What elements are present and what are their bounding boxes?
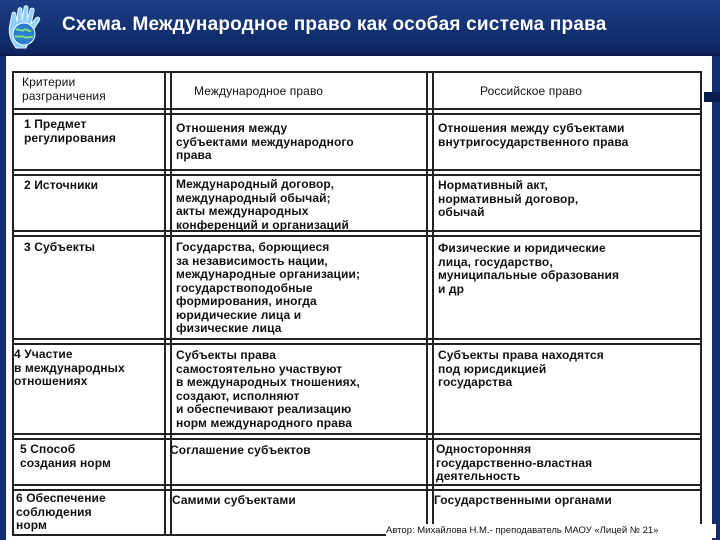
author-footer: Автор: Михайлова Н.М.- преподаватель МАОУ «Лицей № 21» <box>386 524 716 538</box>
table-cell: Отношения между субъектами международного права <box>176 121 354 162</box>
table-rule <box>12 489 702 491</box>
table-rule <box>12 338 702 340</box>
table-rule <box>12 113 702 115</box>
table-rule <box>170 71 172 536</box>
table-rule <box>12 71 14 536</box>
table-rule <box>164 71 166 536</box>
table-cell: Односторонняя государственно-властная деятельность <box>436 442 593 483</box>
table-cell: 5 Способ создания норм <box>20 442 111 470</box>
table-rule <box>12 433 702 435</box>
table-rule <box>12 174 702 176</box>
table-rule <box>700 71 702 536</box>
table-rule <box>12 169 702 171</box>
table-cell: Субъекты права самостоятельно участвуют в международных тношениях, создают, исполняют и обеспечивают реализацию норм международного права <box>176 348 360 430</box>
page-title: Схема. Международное право как особая система права <box>62 14 607 35</box>
table-header-criteria: Критерии разграничения <box>22 75 106 103</box>
table-cell: Отношения между субъектами внутригосударственного права <box>438 121 629 149</box>
table-rule <box>12 71 702 73</box>
slide-header <box>0 0 720 56</box>
table-cell: 6 Обеспечение соблюдения норм <box>16 491 106 532</box>
table-cell: 4 Участие в международных отношениях <box>14 347 125 388</box>
table-rule <box>12 108 702 110</box>
table-cell: Физические и юридические лица, государство, муниципальные образования и др <box>438 241 620 296</box>
table-header-international-law: Международное право <box>194 84 324 98</box>
table-header-russian-law: Российское право <box>480 84 582 98</box>
table-rule <box>432 71 434 536</box>
comparison-table <box>8 66 708 538</box>
table-rule <box>12 438 702 440</box>
frame-border-left <box>0 56 6 540</box>
table-rule <box>12 235 702 237</box>
table-cell: Нормативный акт, нормативный договор, обычай <box>438 178 579 219</box>
table-cell: Соглашение субъектов <box>170 443 311 457</box>
table-rule <box>426 71 428 536</box>
table-cell: Международный договор, международный обычай; акты международных конференций и организаций <box>176 177 349 232</box>
table-cell: 1 Предмет регулирования <box>24 117 116 145</box>
table-cell: 2 Источники <box>24 178 99 192</box>
globe-hand-icon <box>2 2 54 54</box>
table-cell: Самими субъектами <box>172 493 296 507</box>
table-cell: Государства, борющиеся за независимость нации, международные организации; государствоподобные формирования, иногда юридические лица и физические лица <box>176 240 361 335</box>
table-cell: Субъекты права находятся под юрисдикцией государства <box>438 348 604 389</box>
frame-border-right <box>712 56 720 540</box>
table-rule <box>12 484 702 486</box>
table-rule <box>12 343 702 345</box>
table-cell: 3 Субъекты <box>24 240 96 254</box>
table-cell: Государственными органами <box>434 493 612 507</box>
